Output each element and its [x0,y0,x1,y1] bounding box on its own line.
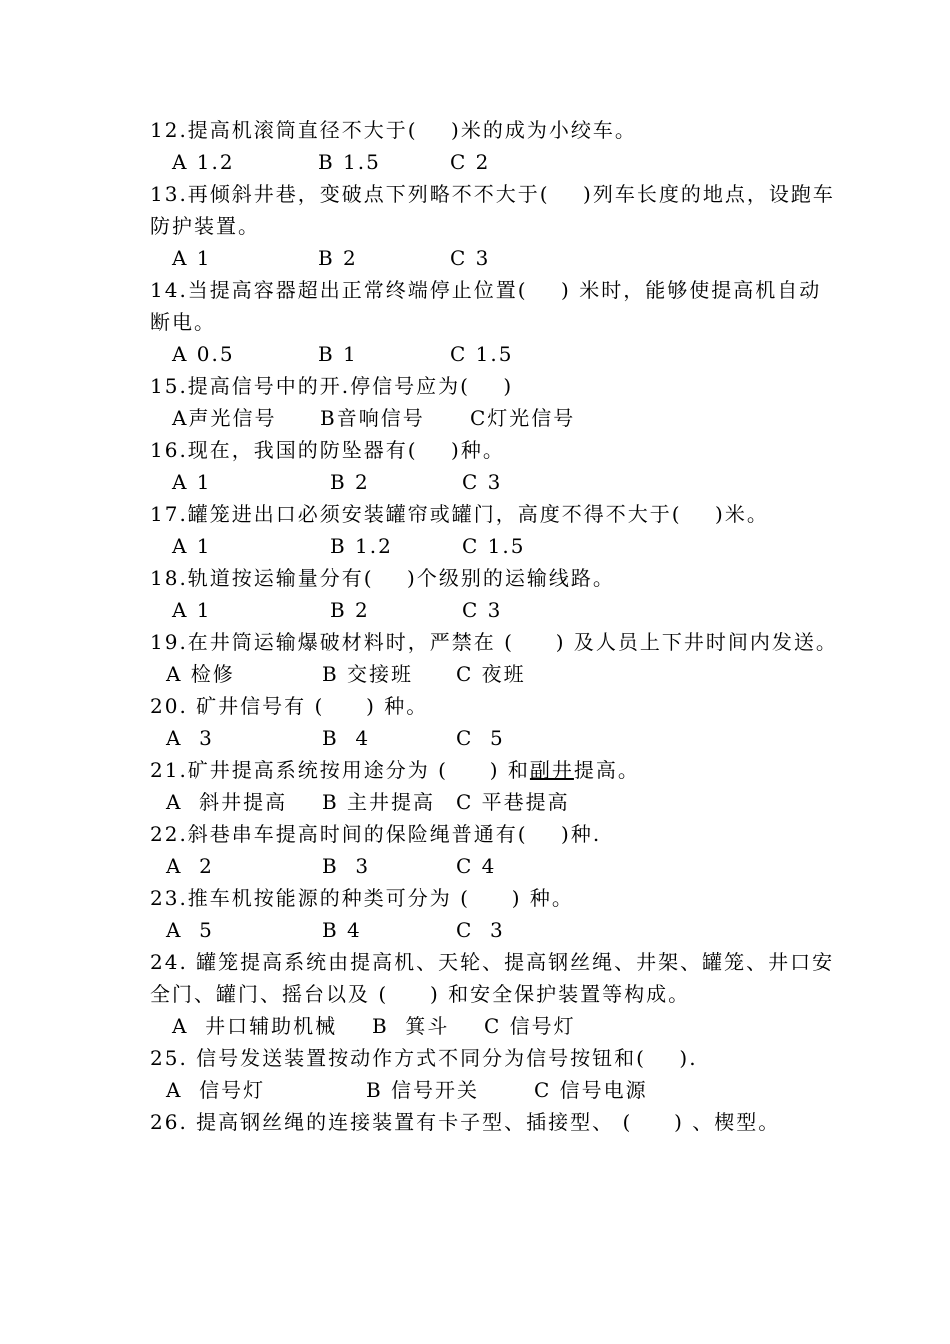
option-a: A 1 [172,246,212,270]
question-21-underlined: 副井 [529,758,574,782]
option-c: C 3 [456,918,505,942]
question-25: 25. 信号发送装置按动作方式不同分为信号按钮和( ). [150,1046,698,1070]
option-b: B 2 [318,246,358,270]
option-a: A 井口辅助机械 [172,1014,338,1038]
option-b: B 1 [318,342,358,366]
question-23: 23.推车机按能源的种类可分为 ( ) 种。 [150,886,574,910]
option-b: B 4 [322,918,362,942]
option-c: C 夜班 [456,662,526,686]
question-13-line-1: 13.再倾斜井巷，变破点下列略不不大于( )列车长度的地点，设跑车 [150,182,835,206]
question-21-end: 提高。 [573,758,640,782]
option-b: B 4 [322,726,371,750]
question-17: 17.罐笼进出口必须安装罐帘或罐门，高度不得不大于( )米。 [150,502,769,526]
option-c: C 3 [462,470,503,494]
option-c: C 1.5 [450,342,514,366]
option-a: A 检修 [166,662,235,686]
option-c: C 4 [456,854,497,878]
option-a: A 1 [172,534,212,558]
question-14-line-1: 14.当提高容器超出正常终端停止位置( ) 米时，能够使提高机自动 [150,278,822,302]
option-b: B 1.2 [330,534,393,558]
option-b: B音响信号 [320,406,425,430]
option-a: A声光信号 [172,406,277,430]
option-c: C 3 [450,246,491,270]
question-26: 26. 提高钢丝绳的连接装置有卡子型、插接型、 ( ) 、楔型。 [150,1110,781,1134]
option-a: A 斜井提高 [166,790,288,814]
option-c: C 2 [450,150,491,174]
question-21-start: 21.矿井提高系统按用途分为 ( ) 和 [150,758,530,782]
option-b: B 主井提高 [322,790,436,814]
option-c: C 5 [456,726,505,750]
question-22: 22.斜巷串车提高时间的保险绳普通有( )种. [150,822,602,846]
option-b: B 2 [330,598,370,622]
question-19: 19.在井筒运输爆破材料时，严禁在 ( ) 及人员上下井时间内发送。 [150,630,838,654]
option-a: A 1 [172,598,212,622]
question-16: 16.现在，我国的防坠器有( )种。 [150,438,505,462]
question-20: 20. 矿井信号有 ( ) 种。 [150,694,429,718]
option-a: A 1.2 [172,150,235,174]
question-14-line-2: 断电。 [150,310,216,334]
question-18: 18.轨道按运输量分有( )个级别的运输线路。 [150,566,615,590]
option-b: B 3 [322,854,371,878]
question-15: 15.提高信号中的开.停信号应为( ) [150,374,514,398]
option-c: C 1.5 [462,534,526,558]
option-c: C 平巷提高 [456,790,570,814]
option-b: B 2 [330,470,370,494]
question-24-line-1: 24. 罐笼提高系统由提高机、天轮、提高钢丝绳、井架、罐笼、井口安 [150,950,835,974]
option-a: A 1 [172,470,212,494]
question-21 [150,754,640,786]
option-b: B 交接班 [322,662,414,686]
option-a: A 0.5 [172,342,235,366]
option-c: C 信号灯 [484,1014,576,1038]
question-13-line-2: 防护装置。 [150,214,260,238]
option-c: C 信号电源 [534,1078,648,1102]
option-a: A 3 [166,726,214,750]
option-c: C 3 [462,598,503,622]
question-24-line-2: 全门、罐门、摇台以及 ( ) 和安全保护装置等构成。 [150,982,691,1006]
option-c: C灯光信号 [470,406,576,430]
option-b: B 信号开关 [366,1078,480,1102]
question-12: 12.提高机滚筒直径不大于( )米的成为小绞车。 [150,118,637,142]
option-b: B 箕斗 [372,1014,450,1038]
option-b: B 1.5 [318,150,381,174]
option-a: A 信号灯 [166,1078,266,1102]
option-a: A 5 [166,918,214,942]
option-a: A 2 [166,854,214,878]
